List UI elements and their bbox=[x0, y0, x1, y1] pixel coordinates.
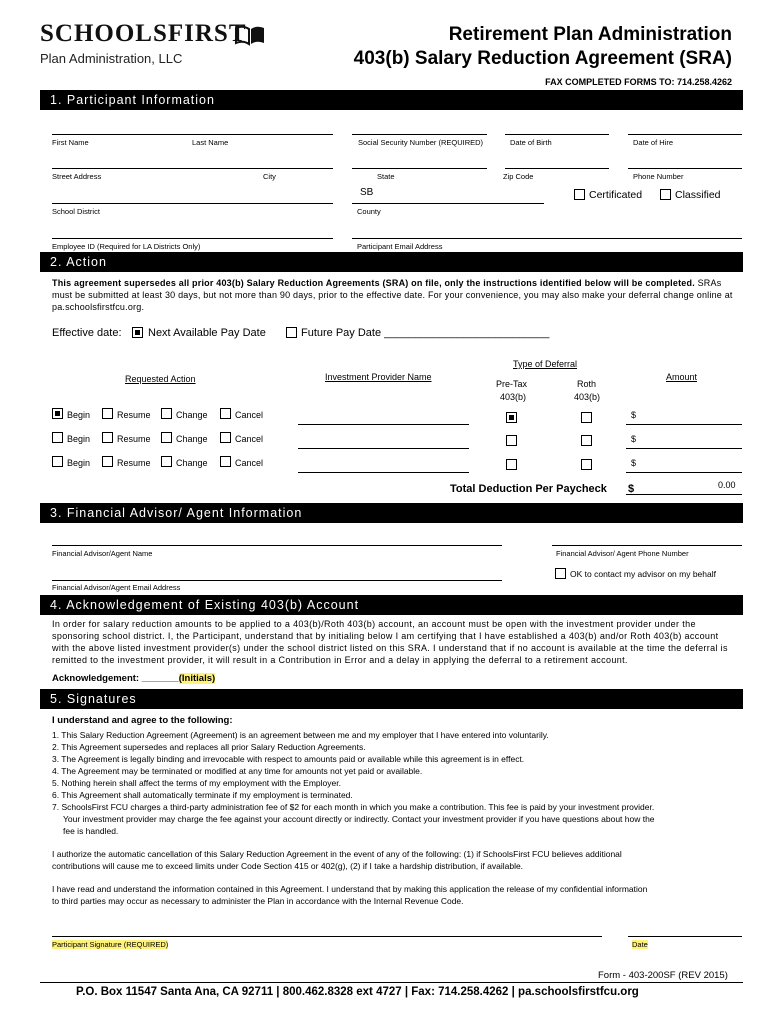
row3-dollar: $ bbox=[631, 458, 637, 468]
row1-begin-checkbox[interactable] bbox=[52, 408, 63, 419]
state-label: State bbox=[377, 172, 395, 181]
row3-cancel-checkbox[interactable] bbox=[220, 456, 231, 467]
form-number: Form - 403-200SF (REV 2015) bbox=[598, 970, 728, 981]
section-1-header: 1. Participant Information bbox=[40, 90, 743, 110]
row2-cancel-checkbox[interactable] bbox=[220, 432, 231, 443]
advisor-phone-label: Financial Advisor/ Agent Phone Number bbox=[556, 549, 689, 558]
school-district-label: School District bbox=[52, 207, 100, 216]
row1-change-checkbox[interactable] bbox=[161, 408, 172, 419]
agree-item-4: 4. The Agreement may be terminated or modified at any time for amounts not yet paid or available. bbox=[52, 766, 423, 776]
participant-signature-label: Participant Signature (REQUIRED) bbox=[52, 940, 169, 949]
advisor-name-label: Financial Advisor/Agent Name bbox=[52, 549, 153, 558]
row1-roth-checkbox[interactable] bbox=[581, 412, 592, 423]
footer-contact: P.O. Box 11547 Santa Ana, CA 92711 | 800.462.8328 ext 4727 | Fax: 714.258.4262 | pa.schoolsfirstfcu.org bbox=[76, 986, 639, 998]
row2-roth-checkbox[interactable] bbox=[581, 435, 592, 446]
row3-begin-checkbox[interactable] bbox=[52, 456, 63, 467]
row2-cancel-label: Cancel bbox=[235, 434, 264, 444]
form-title: Retirement Plan Administration bbox=[448, 24, 732, 45]
city-label: City bbox=[263, 172, 276, 181]
county-label: County bbox=[357, 207, 381, 216]
row2-resume-label: Resume bbox=[117, 434, 151, 444]
investment-provider-heading: Investment Provider Name bbox=[325, 372, 432, 382]
action-intro-bold: This agreement supersedes all prior 403(b) Salary Reduction Agreements (SRA) on file, only the instructions identified below will be completed. bbox=[52, 278, 695, 288]
doh-label: Date of Hire bbox=[633, 138, 674, 147]
dob-label: Date of Birth bbox=[510, 138, 552, 147]
classified-checkbox[interactable] bbox=[660, 189, 671, 200]
ack-label bbox=[52, 673, 215, 685]
total-deduction-label: Total Deduction Per Paycheck bbox=[450, 483, 607, 495]
read-line-1: I have read and understand the information contained in this Agreement. I understand that by making this application the release of my confidential information bbox=[52, 884, 648, 894]
certificated-label: Certificated bbox=[589, 189, 643, 201]
row1-amount-field[interactable] bbox=[626, 424, 742, 425]
doh-field[interactable] bbox=[628, 134, 742, 135]
total-dollar: $ bbox=[628, 483, 635, 495]
row1-dollar: $ bbox=[631, 410, 637, 420]
form-subtitle: 403(b) Salary Reduction Agreement (SRA) bbox=[353, 48, 732, 69]
total-deduction-value: 0.00 bbox=[718, 480, 736, 490]
classified-label: Classified bbox=[675, 189, 721, 201]
total-amount-field[interactable] bbox=[626, 494, 742, 495]
agree-item-7-cont: Your investment provider may charge the fee against your account directly or indirectly. Contact your investment provider if you have questions about how the bbox=[63, 814, 655, 824]
agree-item-1: 1. This Salary Reduction Agreement (Agreement) is an agreement between me and my employer that I have entered into voluntarily. bbox=[52, 730, 549, 740]
row3-change-checkbox[interactable] bbox=[161, 456, 172, 467]
row2-change-label: Change bbox=[176, 434, 208, 444]
ack-paragraph: In order for salary reduction amounts to be applied to a 403(b)/Roth 403(b) account, an account must be open with the investment provider under the sponsoring school district. I, the Participant, understand that by initialing below I am certifying that I have established a 403(b) and/or Roth 403(b) account with the above listed investment provider(s) under the school district listed on this SRA. I understand that if no account is available at the time the deferral is remitted to the investment provider, it will result in a Contribution in Error and a delay in applying the deferral to a retirement account. bbox=[52, 619, 728, 665]
next-pay-checkbox[interactable] bbox=[132, 327, 143, 338]
row2-begin-label: Begin bbox=[67, 434, 91, 444]
action-intro-rest: SRAs must be submitted at least 30 days, but not more than 90 days, prior to the effective date. For your convenience, you may also make your deferral change online at pa.schoolsfirstfcu.org. bbox=[52, 278, 733, 312]
dob-field[interactable] bbox=[505, 134, 609, 135]
agree-item-6: 6. This Agreement shall automatically terminate if my employment is terminated. bbox=[52, 790, 353, 800]
participant-email-field[interactable] bbox=[352, 238, 742, 239]
signature-date-field[interactable] bbox=[628, 936, 742, 937]
fax-instruction: FAX COMPLETED FORMS TO: 714.258.4262 bbox=[545, 77, 732, 87]
next-pay-label: Next Available Pay Date bbox=[148, 327, 266, 339]
section-2-header: 2. Action bbox=[40, 252, 743, 272]
future-pay-label[interactable]: Future Pay Date ___________________________ bbox=[301, 327, 550, 339]
county-field[interactable] bbox=[352, 203, 544, 204]
row2-amount-field[interactable] bbox=[626, 448, 742, 449]
type-of-deferral-heading: Type of Deferral bbox=[513, 359, 578, 369]
effective-date-label: Effective date: bbox=[52, 327, 122, 339]
agree-item-5: 5. Nothing herein shall affect the terms of my employment with the Employer. bbox=[52, 778, 341, 788]
agree-item-2: 2. This Agreement supersedes and replaces all prior Salary Reduction Agreements. bbox=[52, 742, 366, 752]
zip-field[interactable] bbox=[505, 168, 609, 169]
section-3-header: 3. Financial Advisor/ Agent Information bbox=[40, 503, 743, 523]
agree-item-7-cont-2: fee is handled. bbox=[63, 826, 119, 836]
ok-contact-checkbox[interactable] bbox=[555, 568, 566, 579]
row2-dollar: $ bbox=[631, 434, 637, 444]
section-4-header: 4. Acknowledgement of Existing 403(b) Account bbox=[40, 595, 743, 615]
agree-item-3: 3. The Agreement is legally binding and irrevocable with respect to amounts paid or available while this agreement is in effect. bbox=[52, 754, 525, 764]
row2-provider-field[interactable] bbox=[298, 448, 469, 449]
advisor-email-label: Financial Advisor/Agent Email Address bbox=[52, 583, 181, 592]
row1-begin-label: Begin bbox=[67, 410, 91, 420]
street-city-field[interactable] bbox=[52, 168, 333, 169]
row1-provider-field[interactable] bbox=[298, 424, 469, 425]
advisor-phone-field[interactable] bbox=[552, 545, 742, 546]
state-field[interactable] bbox=[352, 168, 487, 169]
last-name-label: Last Name bbox=[192, 138, 229, 147]
school-district-field[interactable] bbox=[52, 203, 333, 204]
row1-pretax-checkbox[interactable] bbox=[506, 412, 517, 423]
brand-logo-text: SCHOOLSFIRST bbox=[40, 20, 247, 47]
employee-id-field[interactable] bbox=[52, 238, 333, 239]
certificated-checkbox[interactable] bbox=[574, 189, 585, 200]
row1-resume-checkbox[interactable] bbox=[102, 408, 113, 419]
row2-begin-checkbox[interactable] bbox=[52, 432, 63, 443]
authorize-line-2: contributions will cause me to exceed limits under Code Section 415 or 402(g), (2) if I take a hardship distribution, if available. bbox=[52, 861, 524, 871]
row3-resume-checkbox[interactable] bbox=[102, 456, 113, 467]
book-icon bbox=[234, 24, 266, 46]
pretax-sub-heading: 403(b) bbox=[500, 392, 527, 402]
footer-divider bbox=[40, 982, 743, 983]
read-line-2: to third parties may occur as necessary to administer the Plan in accordance with the Internal Revenue Code. bbox=[52, 896, 464, 906]
zip-label: Zip Code bbox=[503, 172, 534, 181]
school-district-value[interactable]: SB bbox=[360, 187, 374, 198]
phone-field[interactable] bbox=[628, 168, 742, 169]
agree-heading: I understand and agree to the following: bbox=[52, 715, 233, 726]
row3-amount-field[interactable] bbox=[626, 472, 742, 473]
street-label: Street Address bbox=[52, 172, 102, 181]
row2-change-checkbox[interactable] bbox=[161, 432, 172, 443]
roth-heading: Roth bbox=[577, 379, 597, 389]
row1-cancel-checkbox[interactable] bbox=[220, 408, 231, 419]
signature-date-label: Date bbox=[632, 940, 648, 949]
row3-pretax-checkbox[interactable] bbox=[506, 459, 517, 470]
advisor-name-field[interactable] bbox=[52, 545, 502, 546]
row1-change-label: Change bbox=[176, 410, 208, 420]
amount-heading: Amount bbox=[666, 372, 698, 382]
requested-action-heading: Requested Action bbox=[125, 374, 196, 384]
agree-item-7: 7. SchoolsFirst FCU charges a third-party administration fee of $2 for each month in which you make a contribution. This fee is paid by your investment provider. bbox=[52, 802, 655, 812]
participant-email-label: Participant Email Address bbox=[357, 242, 443, 251]
brand-subtitle: Plan Administration, LLC bbox=[40, 51, 183, 66]
ok-contact-label: OK to contact my advisor on my behalf bbox=[570, 569, 716, 579]
ack-label-text: Acknowledgement: _______ bbox=[52, 673, 179, 684]
row2-resume-checkbox[interactable] bbox=[102, 432, 113, 443]
row3-roth-checkbox[interactable] bbox=[581, 459, 592, 470]
row1-resume-label: Resume bbox=[117, 410, 151, 420]
advisor-email-field[interactable] bbox=[52, 580, 502, 581]
ssn-field[interactable] bbox=[352, 134, 487, 135]
roth-sub-heading: 403(b) bbox=[574, 392, 601, 402]
row3-cancel-label: Cancel bbox=[235, 458, 264, 468]
ssn-label: Social Security Number (REQUIRED) bbox=[358, 138, 484, 147]
phone-label: Phone Number bbox=[633, 172, 684, 181]
row3-change-label: Change bbox=[176, 458, 208, 468]
participant-signature-field[interactable] bbox=[52, 936, 602, 937]
pretax-heading: Pre-Tax bbox=[496, 379, 528, 389]
authorize-line-1: I authorize the automatic cancellation of this Salary Reduction Agreement in the event of any of the following: (1) if SchoolsFirst FCU believes additional bbox=[52, 849, 622, 859]
future-pay-checkbox[interactable] bbox=[286, 327, 297, 338]
employee-id-label: Employee ID (Required for LA Districts Only) bbox=[52, 242, 201, 251]
action-intro bbox=[52, 277, 736, 313]
first-name-label: First Name bbox=[52, 138, 89, 147]
section-5-header: 5. Signatures bbox=[40, 689, 743, 709]
row1-cancel-label: Cancel bbox=[235, 410, 264, 420]
row3-provider-field[interactable] bbox=[298, 472, 469, 473]
ack-initials-field[interactable]: (Initials) bbox=[178, 673, 216, 684]
row3-begin-label: Begin bbox=[67, 458, 91, 468]
row3-resume-label: Resume bbox=[117, 458, 151, 468]
first-last-name-field[interactable] bbox=[52, 134, 333, 135]
row2-pretax-checkbox[interactable] bbox=[506, 435, 517, 446]
